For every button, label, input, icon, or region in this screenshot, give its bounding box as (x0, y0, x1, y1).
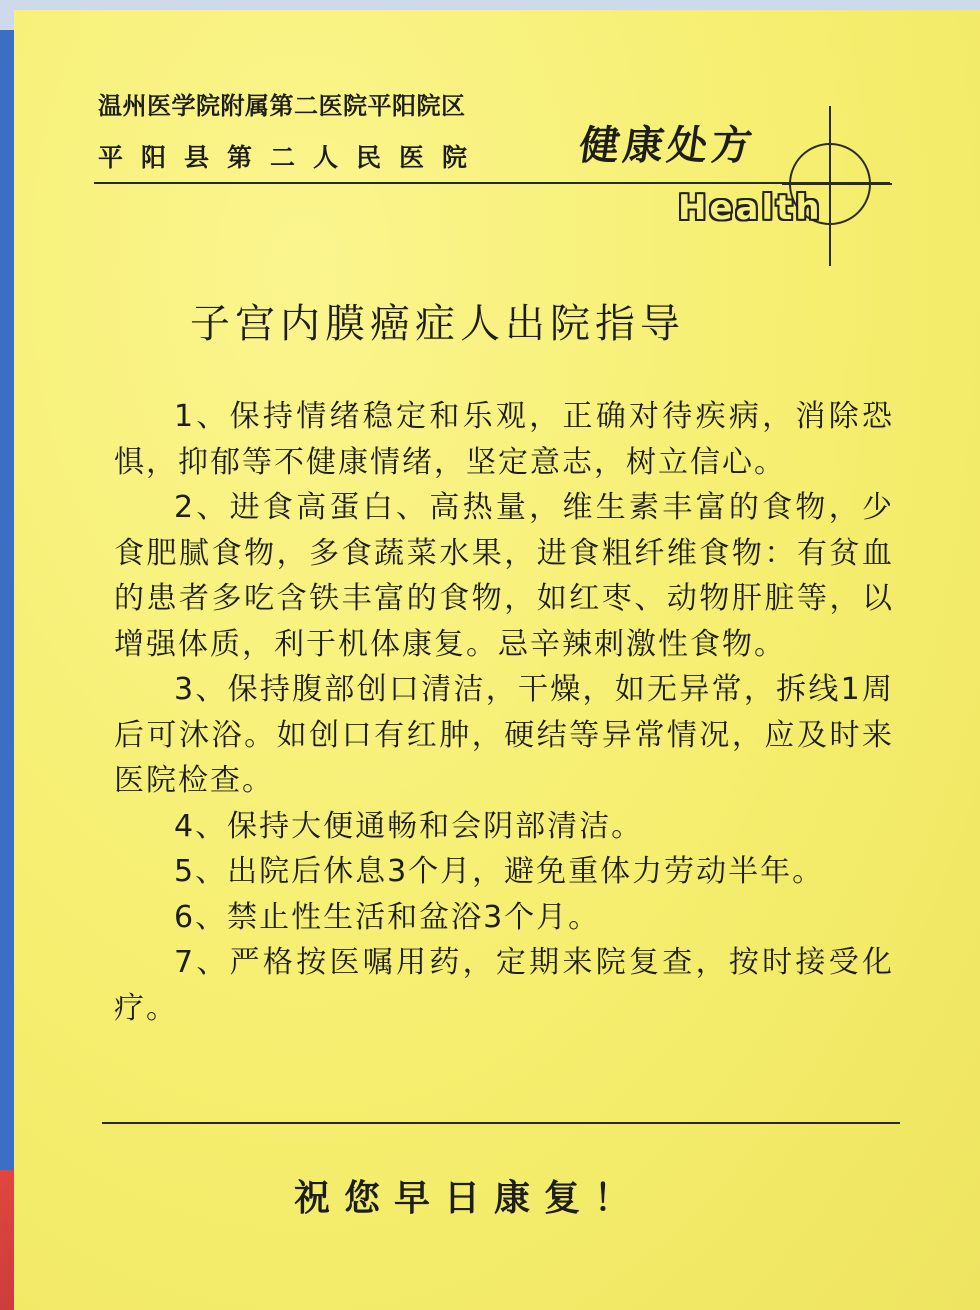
footer-divider (102, 1122, 900, 1124)
health-prescription-title: 健康处方 (576, 122, 759, 169)
hospital-name-line1: 温州医学院附属第二医院平阳院区 (98, 92, 466, 120)
guidance-item-5: 5、出院后休息3个月，避免重体力劳动半年。 (174, 854, 825, 889)
guidance-item-4: 4、保持大便通畅和会阴部清洁。 (174, 808, 644, 844)
header-divider (94, 182, 890, 184)
document-title: 子宫内膜癌症人出院指导 (190, 301, 685, 347)
guidance-item-6: 6、禁止性生活和盆浴3个月。 (174, 899, 601, 935)
guidance-list (114, 394, 894, 1031)
hospital-name-line2: 平阳县第二人民医院 (98, 143, 486, 172)
guidance-item-7: 7、严格按医嘱用药，定期来院复查，按时接受化疗。 (114, 945, 894, 1026)
crosshair-logo-icon (782, 106, 892, 266)
guidance-item-2: 2、进食高蛋白、高热量，维生素丰富的食物，少食肥腻食物，多食蔬菜水果，进食粗纤维食物：有贫血的患者多吃含铁丰富的食物，如红枣、动物肝脏等，以增强体质，利于机体康复。忌辛辣刺激性食物。 (114, 490, 894, 662)
guidance-item-1: 1、保持情绪稳定和乐观，正确对待疾病，消除恐惧，抑郁等不健康情绪，坚定意志，树立信心。 (114, 399, 894, 480)
closing-wish: 祝您早日康复！ (294, 1177, 645, 1219)
prescription-sheet (14, 10, 980, 1310)
guidance-item-3: 3、保持腹部创口清洁，干燥，如无异常，拆线1周后可沐浴。如创口有红肿，硬结等异常情况，应及时来医院检查。 (114, 672, 894, 798)
health-brand-label: Health (678, 188, 823, 228)
